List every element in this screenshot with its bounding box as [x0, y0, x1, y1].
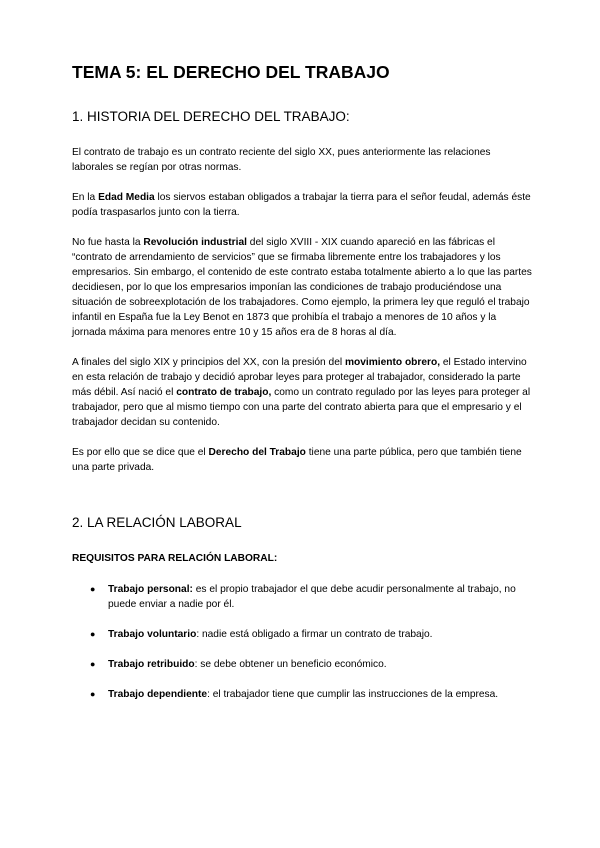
bullet-icon: ●	[90, 629, 96, 640]
bold-term: Trabajo personal:	[108, 584, 193, 596]
text: A finales del siglo XIX y principios del XX, con la presión del	[72, 357, 345, 369]
text: : se debe obtener un beneficio económico.	[194, 659, 387, 671]
text: tiene una parte pública, pero que también tiene una parte privada.	[72, 447, 522, 474]
text: es el propio trabajador el que debe acudir personalmente al trabajo, no puede enviar a nadie por él.	[108, 584, 516, 611]
requirements-list	[72, 582, 532, 702]
text: el Estado intervino en esta relación de trabajo y decidió aprobar leyes para proteger al trabajador, considerado la parte más débil. Así nació el	[72, 357, 527, 399]
bold-term: contrato de trabajo,	[176, 387, 272, 399]
document-title: TEMA 5: EL DERECHO DEL TRABAJO	[72, 62, 390, 82]
text: como un contrato regulado por las leyes para proteger al trabajador, pero que al mismo tiempo con una parte del contrato abierta para que el empresario y el trabajador decidan su contenido.	[72, 387, 531, 429]
paragraph-intro: El contrato de trabajo es un contrato reciente del siglo XX, pues anteriormente las relaciones laborales se regían por otras normas.	[72, 147, 491, 174]
text: Es por ello que se dice que el	[72, 447, 209, 459]
bullet-icon: ●	[90, 584, 96, 595]
text: : el trabajador tiene que cumplir las instrucciones de la empresa.	[207, 689, 499, 701]
text: En la	[72, 192, 99, 204]
section-heading-historia: 1. HISTORIA DEL DERECHO DEL TRABAJO:	[72, 109, 350, 124]
requirements-title: REQUISITOS PARA RELACIÓN LABORAL:	[72, 553, 278, 565]
list-item	[90, 657, 532, 672]
bold-term: Trabajo voluntario	[108, 629, 197, 641]
paragraph-edad-media	[72, 190, 532, 220]
bold-term: Edad Media	[98, 192, 155, 204]
paragraph-revolucion-industrial	[72, 235, 532, 340]
bold-term: Trabajo retribuido	[108, 659, 195, 671]
list-item	[90, 582, 532, 612]
paragraph-movimiento-obrero	[72, 355, 532, 430]
bold-term: movimiento obrero,	[344, 357, 441, 369]
text: los siervos estaban obligados a trabajar la tierra para el señor feudal, además éste podía traspasarlos junto con la tierra.	[72, 192, 531, 219]
text: : nadie está obligado a firmar un contrato de trabajo.	[196, 629, 433, 641]
document-page	[72, 62, 532, 717]
bullet-icon: ●	[90, 689, 96, 700]
section-heading-relacion-laboral: 2. LA RELACIÓN LABORAL	[72, 515, 242, 531]
text: No fue hasta la	[72, 237, 144, 249]
paragraph-derecho-del-trabajo	[72, 445, 532, 475]
bold-term: Revolución industrial	[143, 237, 247, 249]
text: del siglo XVIII - XIX cuando apareció en las fábricas el “contrato de arrendamiento de servicios” que se firmaba libremente entre los trabajadores y los empresarios. Sin embargo, el contenido de este contrato estaba totalmente abierto a lo que las partes decidiesen, por lo que los empresarios imponían las condiciones de trabajo produciéndose una situación de sobreexplotación de los trabajadores. Como ejemplo, la primera ley que reguló el trabajo infantil en España fue la Ley Benot en 1873 que prohibía el trabajo a menores de 10 años y la jornada máxima para menores entre 10 y 15 años era de 8 horas al día.	[72, 237, 532, 339]
bullet-icon: ●	[90, 659, 96, 670]
bold-term: Trabajo dependiente	[108, 689, 208, 701]
list-item	[90, 687, 532, 702]
bold-term: Derecho del Trabajo	[208, 447, 306, 459]
list-item	[90, 627, 532, 642]
